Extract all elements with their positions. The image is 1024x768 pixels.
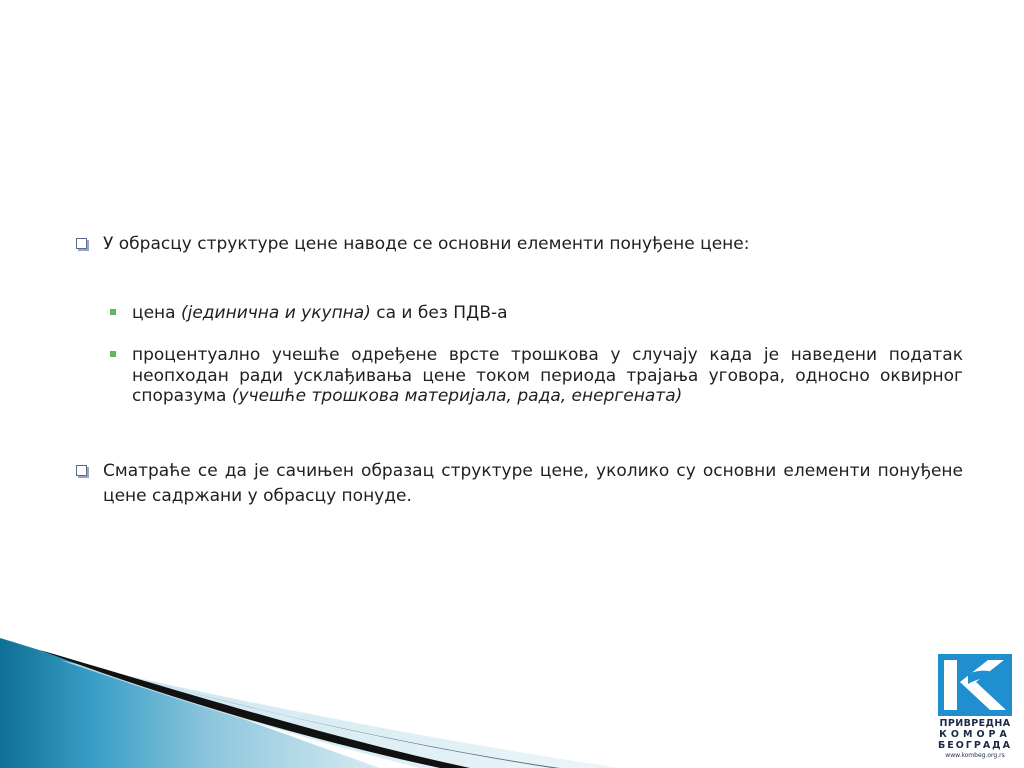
sub-bullet-1-text <box>132 303 963 324</box>
decorative-swoosh <box>0 638 1024 768</box>
checkbox-bullet-icon <box>76 465 87 476</box>
sub-bullet-2-text <box>132 345 963 407</box>
sub-bullet-1-after: са и без ПДВ-а <box>370 303 508 323</box>
logo-url: www.kombeg.org.rs <box>945 752 1005 759</box>
checkbox-bullet-icon <box>76 238 87 249</box>
chamber-logo <box>938 654 1012 760</box>
bullet-1-text: У обрасцу структуре цене наводе се основни елементи понуђене цене: <box>103 234 750 254</box>
sub-bullet-1-before: цена <box>132 303 181 323</box>
sub-bullet-2 <box>110 345 963 407</box>
bullet-1 <box>76 232 963 257</box>
sub-bullet-2-before: процентуално учешће одређене врсте трошкова у случају када је наведени податак неопходан ради усклађивања цене током периода трајања уговора, односно оквирног споразума <box>132 345 963 406</box>
bullet-2-text: Сматраће се да је сачињен образац структуре цене, уколико су основни елементи понуђене цене садржани у обрасцу понуде. <box>103 461 963 506</box>
logo-mark-icon <box>938 654 1012 716</box>
sub-bullet-1-italic: (јединична и укупна) <box>180 303 371 323</box>
square-bullet-icon <box>110 351 116 357</box>
logo-line-2: КОМОРА <box>939 729 1011 740</box>
sub-bullet-2-italic: (учешће трошкова материјала, рада, енергената) <box>231 386 683 406</box>
logo-line-1: ПРИВРЕДНА <box>939 718 1011 729</box>
square-bullet-icon <box>110 309 116 315</box>
bullet-2 <box>76 459 963 509</box>
sub-bullet-1 <box>110 303 963 324</box>
logo-line-3: БЕОГРАДА <box>938 740 1012 751</box>
